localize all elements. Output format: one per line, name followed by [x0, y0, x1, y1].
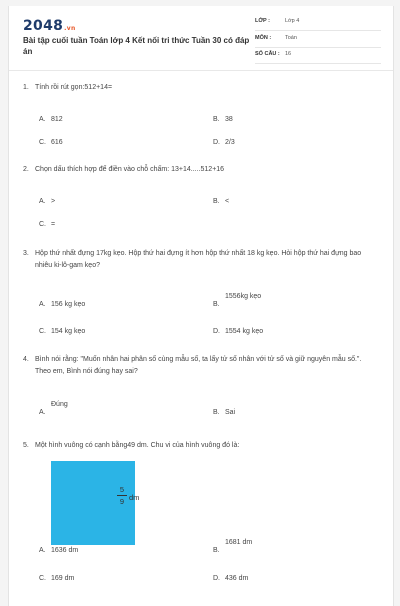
question-number: 1. — [23, 84, 29, 91]
worksheet-header — [9, 6, 393, 71]
option-letter: D. — [213, 139, 220, 146]
option-text: 169 dm — [51, 575, 75, 582]
option-text: 812 — [51, 116, 63, 123]
answer-option-c[interactable] — [39, 575, 74, 582]
option-letter: D. — [213, 328, 220, 335]
option-text: 616 — [51, 139, 63, 146]
option-text: Đúng — [51, 401, 68, 408]
answer-option-a[interactable] — [39, 547, 78, 554]
answer-option-b[interactable] — [213, 116, 233, 123]
option-text: 1554 kg kẹo — [225, 328, 264, 335]
option-letter: B. — [213, 409, 220, 416]
meta-value-lop: Lớp 4 — [285, 18, 300, 24]
question-number: 3. — [23, 250, 29, 257]
question-number: 5. — [23, 442, 29, 449]
option-letter: A. — [39, 198, 46, 205]
option-text: 1681 dm — [225, 539, 253, 546]
question-text: Bình nói rằng: "Muốn nhân hai phân số cùng mẫu số, ta lấy tử số nhân với tử số và giữ nguyên mẫu số.". Theo em, Bình nói đúng hay sai? — [35, 356, 362, 375]
meta-row-lop — [255, 16, 381, 31]
fraction-bar — [117, 495, 127, 496]
option-text: 156 kg kẹo — [51, 301, 86, 308]
answer-option-a[interactable] — [39, 401, 68, 416]
answer-option-c[interactable] — [39, 221, 55, 228]
meta-row-mon — [255, 33, 381, 48]
option-text: 154 kg kẹo — [51, 328, 86, 335]
answer-option-c[interactable] — [39, 328, 85, 335]
option-letter: B. — [213, 547, 220, 554]
option-text: 2/3 — [225, 139, 235, 146]
side-length-unit: dm — [129, 493, 140, 502]
meta-label-mon: MÔN : — [255, 35, 272, 41]
answer-option-d[interactable] — [213, 139, 235, 146]
option-text: = — [51, 221, 56, 228]
question-text: Chọn dấu thích hợp để điền vào chỗ chấm: 13+14.....512+16 — [35, 166, 225, 173]
logo-text: 2048 — [23, 18, 64, 34]
meta-label-lop: LỚP : — [255, 18, 270, 24]
option-text: Sai — [225, 409, 236, 416]
question-number: 2. — [23, 166, 29, 173]
meta-value-mon: Toán — [285, 35, 297, 41]
option-letter: C. — [39, 221, 46, 228]
question-number: 4. — [23, 356, 29, 363]
question-text: Hộp thứ nhất đựng 17kg kẹo. Hộp thứ hai đựng ít hơn hộp thứ nhất 18 kg kẹo. Hỏi hộp thứ hai đựng bao nhiêu ki-lô-gam kẹo? — [35, 250, 362, 269]
answer-option-d[interactable] — [213, 328, 263, 335]
meta-value-socau: 16 — [285, 51, 292, 57]
answer-option-a[interactable] — [39, 301, 85, 308]
option-letter: C. — [39, 328, 46, 335]
answer-option-b[interactable] — [213, 409, 235, 416]
option-letter: A. — [39, 301, 46, 308]
answer-option-d[interactable] — [213, 575, 248, 582]
fraction-numerator: 5 — [119, 485, 125, 494]
option-text: 1636 dm — [51, 547, 79, 554]
option-letter: A. — [39, 409, 46, 416]
answer-option-a[interactable] — [39, 116, 63, 123]
option-text: 38 — [225, 116, 233, 123]
question-3 — [23, 248, 375, 272]
logo-domain: .vn — [64, 25, 76, 32]
option-text: 1556kg kẹo — [225, 293, 262, 300]
option-text: > — [51, 198, 56, 205]
meta-label-socau: SỐ CÂU : — [255, 51, 280, 57]
option-text: 436 dm — [225, 575, 249, 582]
answer-option-a[interactable] — [39, 198, 55, 205]
answer-option-b[interactable] — [213, 198, 229, 205]
option-letter: D. — [213, 575, 220, 582]
option-letter: A. — [39, 547, 46, 554]
option-letter: C. — [39, 575, 46, 582]
site-logo[interactable] — [23, 18, 76, 34]
answer-option-c[interactable] — [39, 139, 63, 146]
question-4 — [23, 354, 375, 378]
option-letter: C. — [39, 139, 46, 146]
question-text: Một hình vuông có cạnh bằng49 dm. Chu vi của hình vuông đó là: — [35, 442, 240, 449]
question-1 — [23, 82, 375, 94]
meta-row-socau — [255, 49, 381, 64]
option-letter: B. — [213, 116, 220, 123]
option-letter: B. — [213, 301, 220, 308]
option-letter: B. — [213, 198, 220, 205]
answer-option-b[interactable] — [213, 293, 262, 308]
question-5 — [23, 440, 375, 452]
fraction-denominator: 9 — [119, 497, 125, 506]
answer-option-b[interactable] — [213, 539, 253, 554]
page-title: Bài tập cuối tuần Toán lớp 4 Kết nối tri thức Tuần 30 có đáp án — [23, 36, 250, 56]
option-text: < — [225, 198, 230, 205]
side-length-fraction — [117, 485, 127, 506]
option-letter: A. — [39, 116, 46, 123]
worksheet-page — [8, 6, 394, 606]
question-text: Tính rồi rút gọn:512+14= — [35, 84, 113, 91]
question-2 — [23, 164, 375, 176]
